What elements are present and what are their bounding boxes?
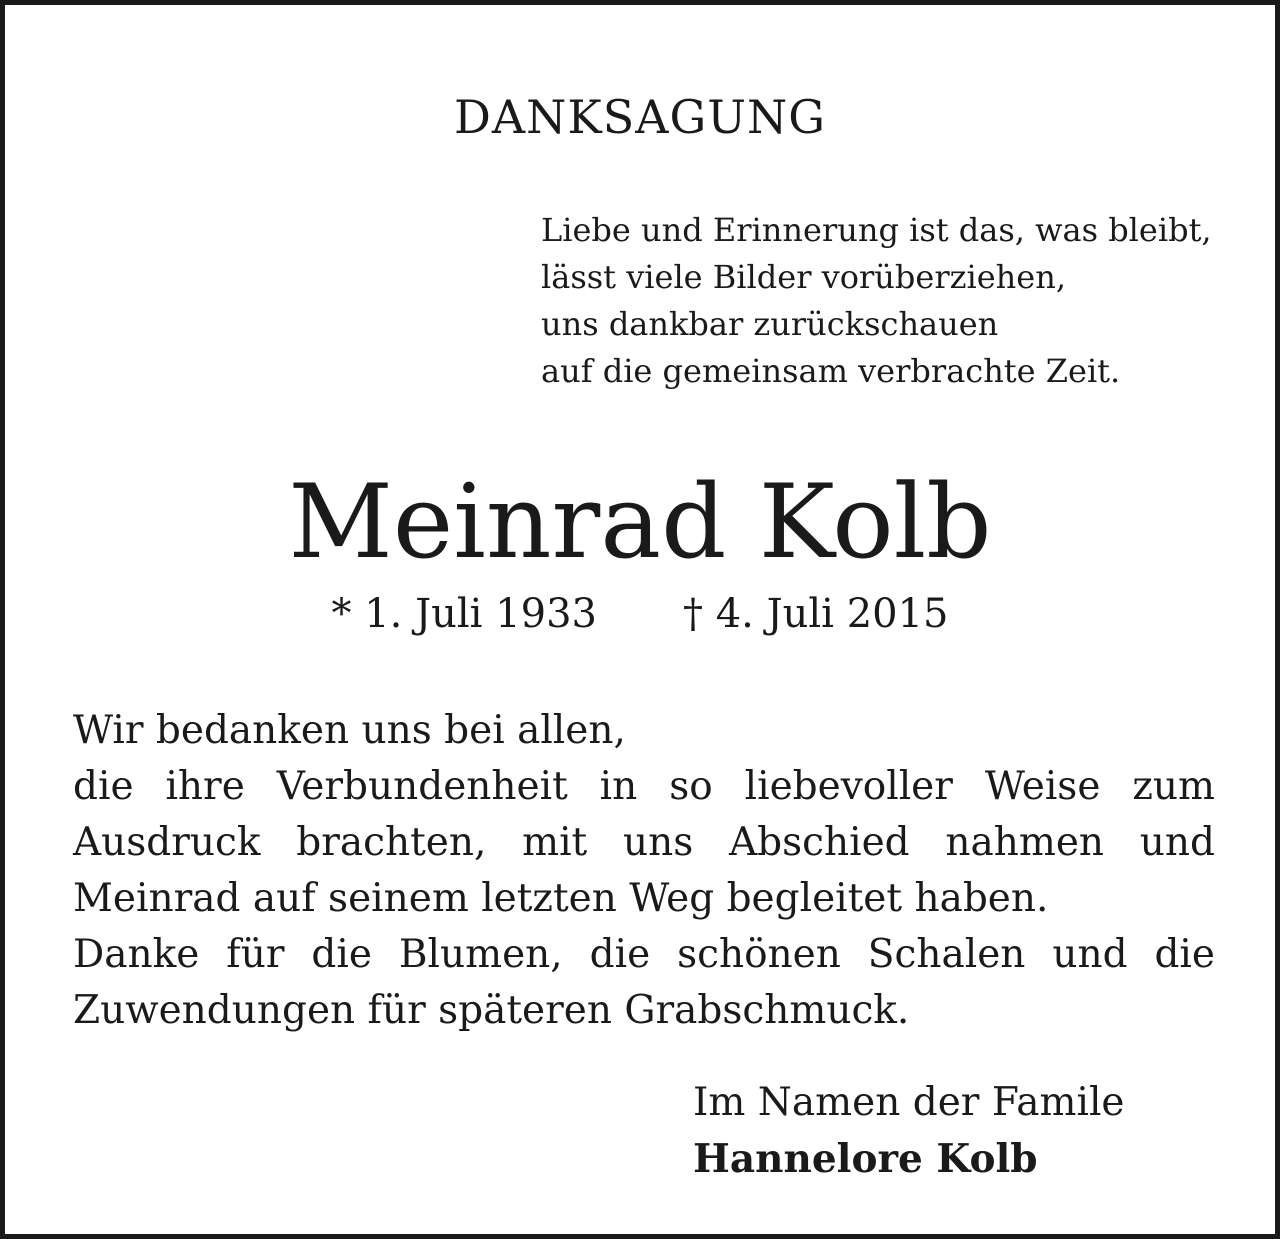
message-line: Ausdruck brachten, mit uns Abschied nahmen und [73, 820, 1215, 865]
poem-line: lässt viele Bilder vorüberziehen, [541, 258, 1066, 296]
message-line: Danke für die Blumen, die schönen Schalen und die [73, 932, 1215, 977]
birth-date: * 1. Juli 1933 [331, 591, 597, 637]
poem-line: uns dankbar zurückschauen [541, 305, 999, 343]
notice-heading: DANKSAGUNG [454, 90, 826, 144]
message-line: Wir bedanken uns bei allen, [73, 708, 626, 753]
message-line: Zuwendungen für späteren Grabschmuck. [73, 988, 910, 1033]
message-line: Meinrad auf seinem letzten Weg begleitet haben. [73, 876, 1049, 921]
message-line: die ihre Verbundenheit in so liebevoller Weise zum [73, 764, 1215, 809]
poem-line: Liebe und Erinnerung ist das, was bleibt, [541, 211, 1212, 249]
death-date: † 4. Juli 2015 [683, 591, 949, 637]
memorial-poem [541, 207, 1212, 395]
thanks-message [73, 703, 1215, 1039]
signature-name: Hannelore Kolb [693, 1136, 1038, 1182]
signature-block [693, 1075, 1125, 1187]
deceased-name: Meinrad Kolb [288, 463, 992, 582]
poem-line: auf die gemeinsam verbrachte Zeit. [541, 352, 1121, 390]
life-dates [5, 586, 1275, 642]
signature-intro: Im Namen der Famile [693, 1080, 1125, 1125]
